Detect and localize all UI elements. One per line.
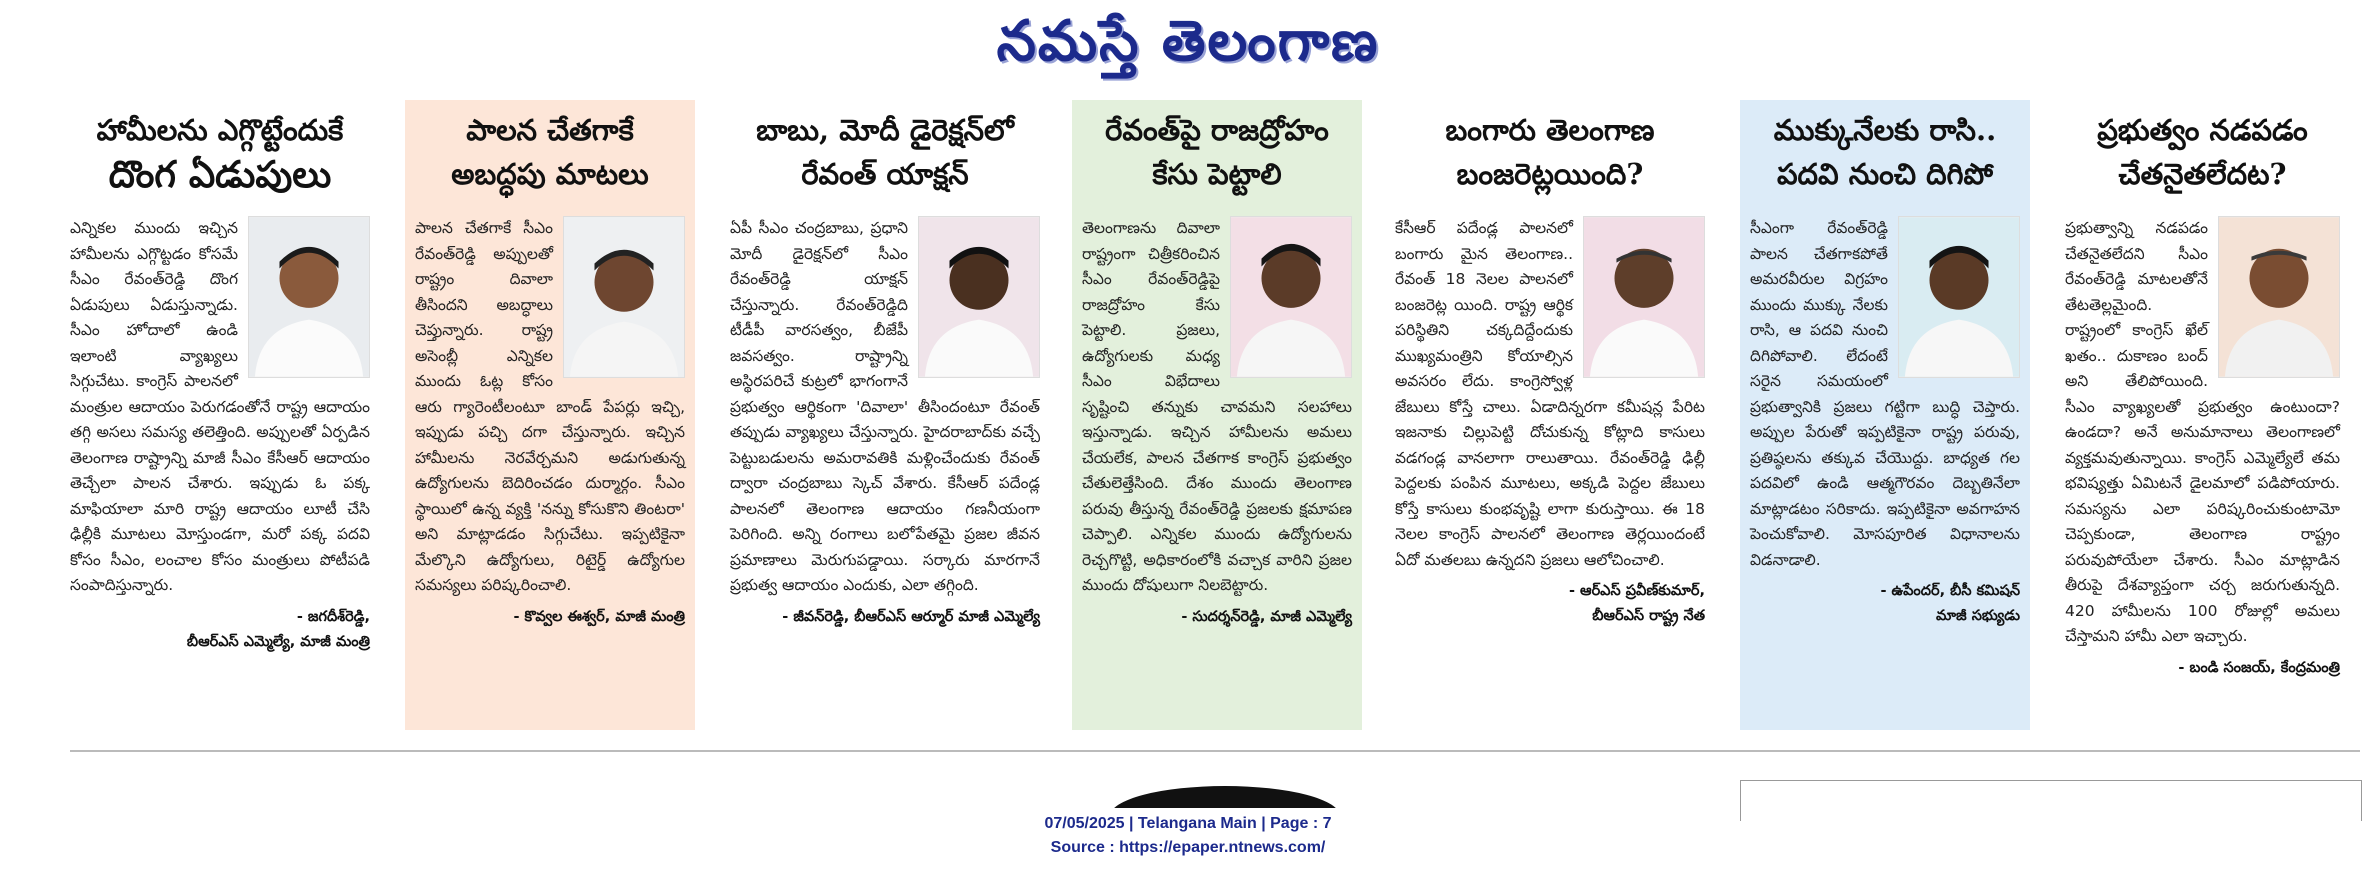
portrait-photo [1230, 216, 1352, 378]
article-rs-praveen-kumar [1385, 100, 1715, 730]
article-byline [70, 605, 370, 655]
article-headline [1750, 108, 2020, 204]
page-footer [0, 812, 2376, 860]
article-body: పాలన చేతగాకే సీఎం రేవంత్‌రెడ్డి అప్పులతో రాష్ట్రం దివాలా తీసిందని అబద్ధాలు చెప్తున్నారు. రాష్ట్ర అసెంబ్లీ ఎన్నికల ముందు ఓట్ల కోసం ఆరు గ్యారెంటీలంటూ బాండ్ పేపర్లు ఇచ్చి, ఇప్పుడు పచ్చి దగా చేస్తున్నారు. ఇచ్చిన హామీలను నెరవేర్చమని అడుగుతున్న ఉద్యోగులను బెదిరించడం దుర్మార్గం. సీఎం స్థాయిలో ఉన్న వ్యక్తి 'నన్ను కోసుకొని తింటరా' అని మాట్లాడడం సిగ్గుచేటు. ఇప్పటికైనా మేల్కొని ఉద్యోగులు, రిటైర్డ్ ఉద్యోగుల సమస్యలు పరిష్కరించాలి. [415, 219, 685, 594]
article-body: ఎన్నికల ముందు ఇచ్చిన హామీలను ఎగ్గొట్టడం కోసమే సీఎం రేవంత్‌రెడ్డి దొంగ ఏడుపులు ఏడుస్తున్నాడు. సీఎం హోదాలో ఉండి ఇలాంటి వ్యాఖ్యలు సిగ్గుచేటు. కాంగ్రెస్ పాలనలో మంత్రుల ఆదాయం పెరుగడంతోనే రాష్ట్ర ఆదాయం తగ్గి అసలు సమస్య తలెత్తింది. అప్పులతో ఏర్పడిన తెలంగాణ రాష్ట్రాన్ని మాజీ సీఎం కేసీఆర్ ఆదాయం తెచ్చేలా పాలన చేశారు. ఇప్పుడు ఓ పక్క మాఫియాలా మారి రాష్ట్ర ఆదాయం లూటీ చేసి ఢిల్లీకి మూటలు మోస్తుండగా, మరో పక్క పదవి కోసం సీఎం, లంచాల కోసం మంత్రులు పోటీపడి సంపాదిస్తున్నారు. [70, 219, 370, 594]
headline-line-1: ప్రభుత్వం నడపడం [2097, 113, 2308, 147]
portrait-photo [918, 216, 1040, 378]
article-body: సీఎంగా రేవంత్‌రెడ్డి పాలన చేతగాకపోతే అమరవీరుల విగ్రహం ముందు ముక్కు నేలకు రాసి, ఆ పదవి నుంచి దిగిపోవాలి. లేదంటే సరైన సమయంలో ప్రభుత్వానికి ప్రజలు గట్టిగా బుద్ధి చెప్తారు. అప్పుల పేరుతో ఇప్పటికైనా రాష్ట్ర పరువు, ప్రతిష్ఠలను తక్కువ చేయొద్దు. బాధ్యత గల పదవిలో ఉండి ఆత్మగౌరవం దెబ్బతినేలా మాట్లాడటం సరికాదు. ఇప్పటికైనా అవగాహన పెంచుకోవాలి. మోసపూరిత విధానాలను విడనాడాలి. [1750, 219, 2020, 569]
article-upender [1740, 100, 2030, 730]
byline-name: - బండి సంజయ్, కేంద్రమంత్రి [2178, 659, 2340, 676]
article-body: తెలంగాణను దివాలా రాష్ట్రంగా చిత్రీకరించిన సీఎం రేవంత్‌రెడ్డిపై రాజద్రోహం కేసు పెట్టాలి. ప్రజలు, ఉద్యోగులకు మధ్య సీఎం విభేదాలు సృష్టించి తన్నుకు చావమని సలహాలు ఇస్తున్నాడు. ఇచ్చిన హామీలను అమలు చేయలేక, పాలన చేతగాక కాంగ్రెస్ ప్రభుత్వం చేతులెత్తేసింది. దేశం ముందు తెలంగాణ పరువు తీస్తున్న రేవంత్‌రెడ్డి ప్రజలకు క్షమాపణ చెప్పాలి. ఎన్నికల ముందు ఉద్యోగులను రెచ్చగొట్టి, అధికారంలోకి వచ్చాక వారిని ప్రజల ముందు దోషులుగా నిలబెట్టారు. [1082, 219, 1352, 594]
portrait-photo [563, 216, 685, 378]
headline-line-2: రేవంత్ యాక్షన్ [801, 157, 969, 191]
source-link[interactable]: Source : https://epaper.ntnews.com/ [1050, 839, 1326, 856]
article-headline [415, 108, 685, 204]
byline-title: మాజీ సభ్యుడు [1936, 608, 2020, 624]
byline-name: - సుదర్శన్‌రెడ్డి, మాజీ ఎమ్మెల్యే [1181, 608, 1352, 625]
headline-line-1: హామీలను ఎగ్గొట్టేందుకే [96, 113, 344, 147]
headline-line-2: దొంగ ఏడుపులు [108, 152, 332, 196]
article-body: ప్రభుత్వాన్ని నడపడం చేతనైతలేదని సీఎం రేవంత్‌రెడ్డి మాటలతోనే తేటతెల్లమైంది. రాష్ట్రంలో కాంగ్రెస్ ఖేల్ ఖతం.. దుకాణం బంద్ అని తేలిపోయింది. సీఎం వ్యాఖ్యలతో ప్రభుత్వం ఉంటుందా? ఉండదా? అనే అనుమానాలు తెలంగాణలో వ్యక్తమవుతున్నాయి. కాంగ్రెస్ ఎమ్మెల్యేలే తమ భవిష్యత్తు ఏమిటనే డైలమాలో పడిపోయారు. సమస్యను ఎలా పరిష్కరించుకుంటామో చెప్పకుండా, తెలంగాణ రాష్ట్రం పరువుపోయేలా చేశారు. సీఎం మాట్లాడిన తీరుపై దేశవ్యాప్తంగా చర్చ జరుగుతున్నది. 420 హామీలను 100 రోజుల్లో అమలు చేస్తామని హామీ ఎలా ఇచ్చారు. [2065, 219, 2340, 645]
article-body: ఏపీ సీఎం చంద్రబాబు, ప్రధాని మోదీ డైరెక్షన్‌లో సీఎం రేవంత్‌రెడ్డి యాక్షన్ చేస్తున్నారు. రేవంత్‌రెడ్డిది టీడీపీ వారసత్వం, బీజేపీ జవసత్వం. రాష్ట్రాన్ని అస్థిరపరిచే కుట్రలో భాగంగానే ప్రభుత్వం ఆర్థికంగా 'దివాలా' తీసిందంటూ రేవంత్ తప్పుడు వ్యాఖ్యలు చేస్తున్నారు. హైదరాబాద్‌కు వచ్చే పెట్టుబడులను అమరావతికి మళ్లించేందుకు రేవంత్ ద్వారా చంద్రబాబు స్కెచ్ వేశారు. కేసీఆర్ పదేండ్ల పాలనలో తెలంగాణ ఆదాయం గణనీయంగా పెరిగింది. అన్ని రంగాలు బలోపేతమై ప్రజల జీవన ప్రమాణాలు మెరుగుపడ్డాయి. సర్కారు మారగానే ప్రభుత్వ ఆదాయం ఎందుకు, ఎలా తగ్గింది. [730, 219, 1040, 594]
byline-name: - ఉపేందర్, బీసీ కమిషన్ [1880, 583, 2020, 599]
article-bandi-sanjay [2055, 100, 2350, 730]
portrait-photo [248, 216, 370, 378]
article-byline [1082, 605, 1352, 630]
headline-line-2: కేసు పెట్టాలి [1152, 157, 1282, 191]
portrait-photo [1583, 216, 1705, 378]
article-headline [730, 108, 1040, 204]
masthead [0, 0, 2376, 86]
article-jagadish-reddy [60, 100, 380, 730]
headline-line-1: బంగారు తెలంగాణ [1445, 113, 1655, 147]
byline-name: - జీవన్‌రెడ్డి, బీఆర్‌ఎస్ ఆర్మూర్ మాజీ ఎమ్మెల్యే [782, 608, 1040, 625]
headline-line-2: చేతనైతలేదట? [2118, 157, 2287, 191]
edition-info: 07/05/2025 | Telangana Main | Page : 7 [1044, 815, 1332, 832]
section-divider [70, 750, 2360, 752]
byline-title: బీఆర్‌ఎస్ ఎమ్మెల్యే, మాజీ మంత్రి [186, 633, 370, 650]
headline-line-1: ముక్కునేలకు రాసి.. [1773, 113, 1997, 147]
headline-line-1: పాలన చేతగాకే [466, 113, 634, 147]
next-section-fragment [1110, 782, 1340, 808]
article-koppula-eshwar [405, 100, 695, 730]
article-headline [1082, 108, 1352, 204]
article-headline [1395, 108, 1705, 204]
headline-line-2: అబద్ధపు మాటలు [451, 157, 649, 191]
headline-line-2: పదవి నుంచి దిగిపో [1776, 157, 1994, 191]
headline-line-1: బాబు, మోదీ డైరెక్షన్‌లో [756, 113, 1014, 147]
portrait-photo [2218, 216, 2340, 378]
article-sudarshan-reddy [1072, 100, 1362, 730]
headline-line-2: బంజరెట్లయింది? [1456, 157, 1644, 191]
headline-line-1: రేవంత్‌పై రాజద్రోహం [1105, 113, 1329, 147]
article-jeevan-reddy [720, 100, 1050, 730]
byline-name: - ఆర్ఎస్ ప్రవీణ్‌కుమార్, [1568, 583, 1705, 599]
byline-title: బీఆర్‌ఎస్ రాష్ట్ర నేత [1592, 608, 1705, 624]
article-headline [2065, 108, 2340, 204]
article-byline [2065, 656, 2340, 681]
article-byline [1395, 579, 1705, 629]
article-byline [415, 605, 685, 630]
newspaper-title: నమస్తే తెలంగాణ [996, 8, 1380, 74]
article-body: కేసీఆర్ పదేండ్ల పాలనలో బంగారు మైన తెలంగాణ.. రేవంత్ 18 నెలల పాలనలో బంజరెట్ల యింది. రాష్ట్ర ఆర్థిక పరిస్థితిని చక్కదిద్దేందుకు ముఖ్యమంత్రిని కోయాల్సిన అవసరం లేదు. కాంగ్రెస్వోళ్ల జేబులు కోస్తే చాలు. ఏడాదిన్నరగా కమీషన్ల పేరిట ఇజనాకు చిల్లుపెట్టి దోచుకున్న కోట్లాది కాసులు వడగండ్ల వానలాగా రాలుతాయి. రేవంత్‌రెడ్డి ఢిల్లీ పెద్దలకు పంపిన మూటలు, అక్కడి పెద్దల జేబులు కోస్తే కాసులు కుంభవృష్టి లాగా కురుస్తాయి. ఈ 18 నెలల కాంగ్రెస్ పాలనలో తెలంగాణ తెర్లయిందంటే ఏదో మతలబు ఉన్నదని ప్రజలు ఆలోచించాలి. [1395, 219, 1705, 569]
article-byline [730, 605, 1040, 630]
articles-row [60, 100, 2350, 730]
byline-name: - కొవ్వల ఈశ్వర్, మాజీ మంత్రి [513, 608, 685, 625]
article-headline [70, 108, 370, 204]
byline-name: - జగదీశ్‌రెడ్డి, [296, 608, 370, 625]
portrait-photo [1898, 216, 2020, 378]
article-byline [1750, 579, 2020, 629]
